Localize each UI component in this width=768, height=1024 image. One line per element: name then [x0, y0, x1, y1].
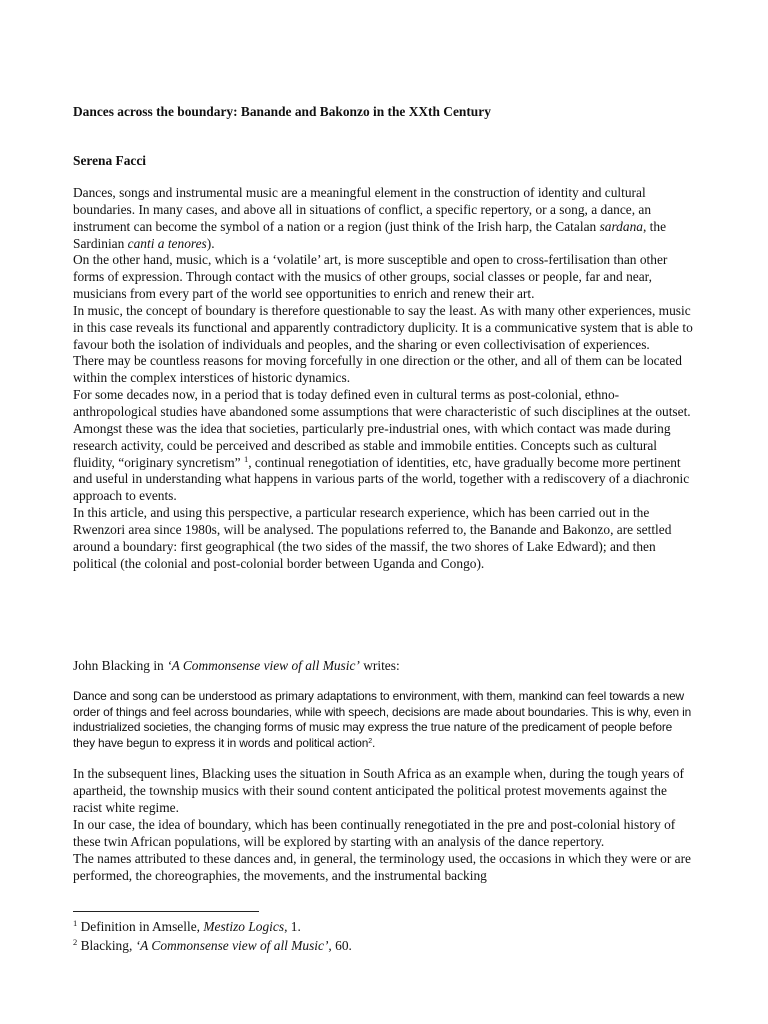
paragraph-1-text-a: Dances, songs and instrumental music are a meaningful element in the construction of identity and cultural boundaries. In many cases, and above all in situations of conflict, a specific repertory, or a song, a dance, an instrument can become the symbol of a nation or a region (just think of the Irish harp, the Catalan [73, 185, 652, 234]
paragraph-7: In the subsequent lines, Blacking uses the situation in South Africa as an example when, during the tough years of apartheid, the township musics with their sound content anticipated the political protest movements against the racist white regime. [73, 766, 685, 815]
block-quote-end: . [371, 735, 376, 750]
footnote-ref-2[interactable]: 2 [368, 737, 372, 745]
book-title: ‘A Commonsense view of all Music’ [167, 658, 360, 673]
paragraph-1-text-c: ). [206, 235, 215, 251]
paragraph-9: The names attributed to these dances and, in general, the terminology used, the occasions in which they were or are performed, the choreographies, the movements, and the instrumental backing [73, 850, 691, 883]
paragraph-1 [73, 185, 695, 252]
quote-intro-text: John Blacking in [73, 658, 168, 673]
footnote-2-page: , 60. [328, 938, 352, 953]
footnote-divider [73, 911, 259, 912]
sardana-term: sardana [599, 218, 643, 234]
footnote-1-page: , 1. [284, 919, 301, 934]
body-text-continued [73, 766, 695, 885]
footnote-ref-1[interactable]: 1 [243, 453, 249, 464]
footnote-2-title: ‘A Commonsense view of all Music’ [135, 938, 329, 953]
footnote-number-2: 2 [73, 937, 78, 947]
body-text [73, 185, 695, 572]
footnote-number-1: 1 [73, 918, 78, 928]
author-name: Serena Facci [73, 153, 147, 168]
paragraph-8: In our case, the idea of boundary, which has been continually renegotiated in the pre and post-colonial history of these twin African populations, will be explored by starting with an analysis of the dance repertory. [73, 816, 676, 849]
document-page [73, 0, 695, 1024]
footnotes [73, 917, 352, 955]
footnote-1-text: Definition in Amselle, [77, 919, 204, 934]
paragraph-1-text-b: , the Sardinian [73, 218, 667, 251]
paragraph-5 [73, 387, 695, 505]
document-title: Dances across the boundary: Banande and Bakonzo in the XXth Century [73, 104, 491, 119]
paragraph-5-text-b: , continual renegotiation of identities, etc, have gradually become more pertinent and useful in understanding what happens in various parts of the world, together with a rediscovery of a diachronic approach to events. [73, 454, 690, 504]
paragraph-4: There may be countless reasons for moving forcefully in one direction or the other, and all of them can be located within the complex interstices of historic dynamics. [73, 353, 682, 386]
canti-a-tenores-term: canti a tenores [127, 235, 207, 251]
quote-introduction [73, 657, 400, 674]
footnote-1 [73, 917, 352, 936]
footnote-2-text: Blacking, [77, 938, 136, 953]
paragraph-5-text-a: For some decades now, in a period that is today defined even in cultural terms as post-colonial, ethno-anthropological studies have abandoned some assumptions that were characteristic of such disciplines at the outset. Amongst these was the idea that societies, particularly pre-industrial ones, with which contact was made during research activity, could be perceived and described as stable and immobile entities. Concepts such as cultural fluidity, “originary syncretism” [73, 387, 691, 470]
block-quote [73, 689, 695, 751]
footnote-1-title: Mestizo Logics [203, 919, 285, 934]
paragraph-6: In this article, and using this perspective, a particular research experience, which has been carried out in the Rwenzori area since 1980s, will be analysed. The populations referred to, the Banande and Bakonzo, are settled around a boundary: first geographical (the two sides of the massif, the two shores of Lake Edward); and then political (the colonial and post-colonial border between Uganda and Congo). [73, 505, 672, 571]
quote-intro-end: writes: [359, 658, 400, 673]
footnote-2 [73, 936, 352, 955]
block-quote-text: Dance and song can be understood as primary adaptations to environment, with them, mankind can feel towards a new order of things and feel across boundaries, while with speech, decisions are made about boundaries. This is why, even in industrialized societies, the changing forms of music may express the true nature of the predicament of people before they have begun to express it in words and political action [73, 689, 692, 750]
paragraph-2: On the other hand, music, which is a ‘volatile’ art, is more susceptible and open to cross-fertilisation than other forms of expression. Through contact with the musics of other groups, social classes or people, far and near, musicians from every part of the world see opportunities to enrich and renew their art. [73, 252, 668, 302]
paragraph-3: In music, the concept of boundary is therefore questionable to say the least. As with many other experiences, music in this case reveals its functional and apparently contradictory duplicity. It is a communicative system that is able to favour both the isolation of individuals and peoples, and the sharing or even collectivisation of experiences. [73, 302, 693, 352]
